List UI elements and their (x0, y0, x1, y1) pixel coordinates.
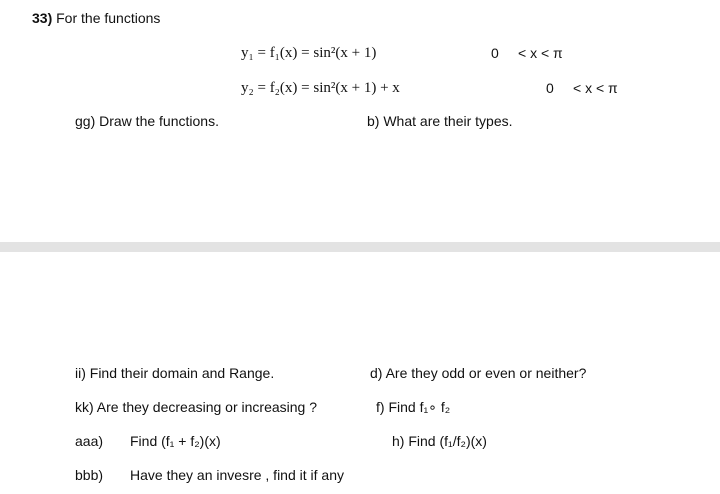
question-bbb-text: Have they an invesre , find it if any (130, 467, 344, 483)
question-gg: gg) Draw the functions. (75, 113, 219, 129)
question-d: d) Are they odd or even or neither? (370, 365, 587, 381)
question-ii: ii) Find their domain and Range. (75, 365, 275, 381)
question-h: h) Find (f₁/f₂)(x) (392, 433, 487, 449)
question-bbb-label: bbb) (75, 467, 104, 483)
question-kk: kk) Are they decreasing or increasing ? (75, 399, 318, 415)
domain-y2-lower: 0 (546, 80, 554, 96)
domain-y2-rest: < x < π (573, 80, 618, 96)
page-divider (0, 242, 720, 252)
equation-y2: y₂ = f₂(x) = sin²(x + 1) + x (241, 80, 400, 96)
question-f: f) Find f₁∘ f₂ (376, 399, 451, 415)
problem-intro: For the functions (56, 10, 161, 26)
problem-header (32, 9, 160, 27)
question-aaa-label: aaa) (75, 433, 104, 449)
question-b: b) What are their types. (367, 113, 513, 129)
problem-number: 33) (32, 10, 53, 26)
equation-y1: y₁ = f₁(x) = sin²(x + 1) (241, 45, 377, 61)
domain-y1-rest: < x < π (518, 45, 563, 61)
question-aaa-text: Find (f₁ + f₂)(x) (130, 433, 221, 449)
domain-y1-lower: 0 (491, 45, 499, 61)
